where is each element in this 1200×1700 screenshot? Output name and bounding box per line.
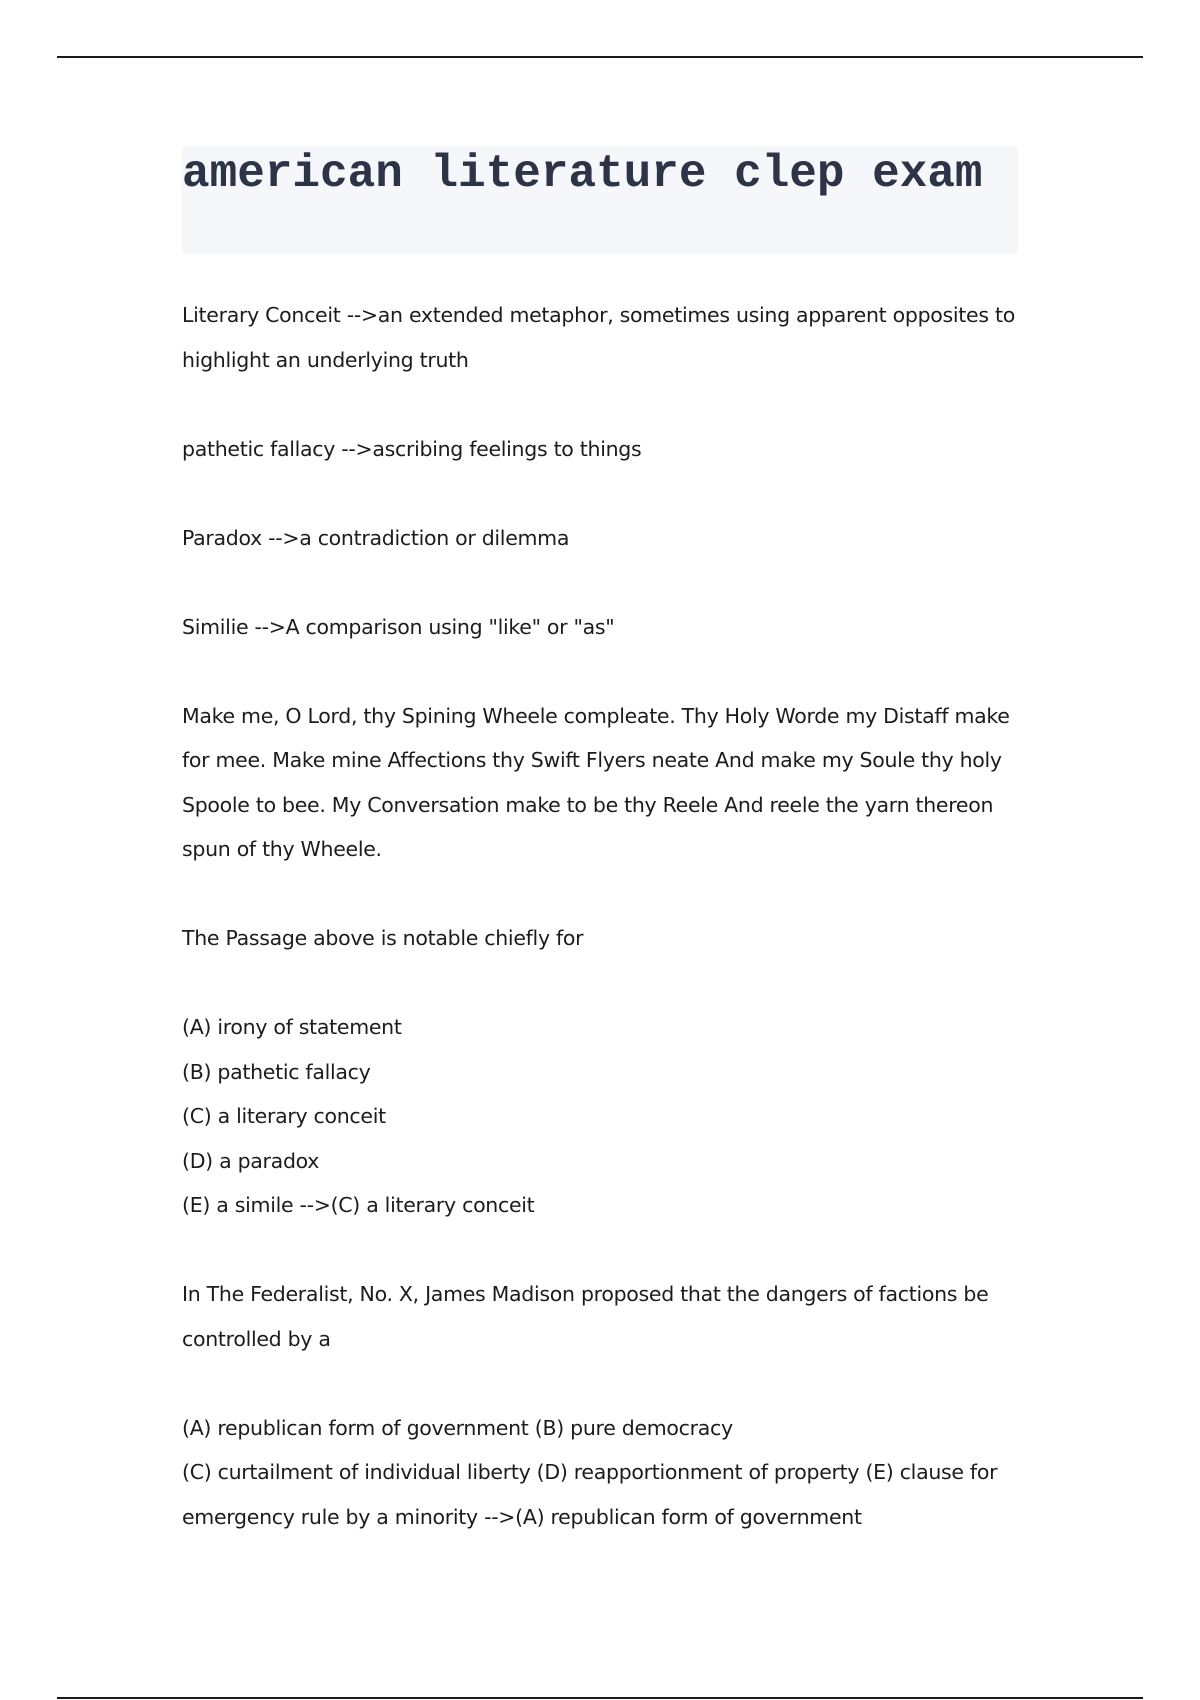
question-1-option: (B) pathetic fallacy bbox=[182, 1059, 371, 1084]
title-banner bbox=[182, 146, 1018, 254]
page-title: american literature clep exam bbox=[182, 148, 983, 200]
bottom-divider bbox=[57, 1697, 1143, 1699]
question-1-option: (A) irony of statement bbox=[182, 1015, 402, 1039]
top-divider bbox=[57, 56, 1143, 58]
question-1-option-answer: (E) a simile -->(C) a literary conceit bbox=[182, 1193, 535, 1217]
definition-paradox: Paradox -->a contradiction or dilemma bbox=[182, 525, 570, 550]
definition-literary-conceit: Literary Conceit -->an extended metaphor, sometimes using apparent opposites to highlight an underlying truth bbox=[182, 303, 1015, 372]
document-body bbox=[182, 146, 1018, 1539]
question-2-prompt: In The Federalist, No. X, James Madison proposed that the dangers of factions be controlled by a bbox=[182, 1282, 989, 1351]
question-2-options: (A) republican form of government (B) pure democracy bbox=[182, 1415, 733, 1440]
definition-simile: Similie -->A comparison using "like" or "as" bbox=[182, 614, 615, 639]
question-1-option: (C) a literary conceit bbox=[182, 1104, 386, 1128]
definition-pathetic-fallacy: pathetic fallacy -->ascribing feelings to things bbox=[182, 436, 642, 461]
question-1-prompt: The Passage above is notable chiefly for bbox=[182, 926, 584, 950]
document-text bbox=[182, 293, 1018, 1539]
question-1-option: (D) a paradox bbox=[182, 1148, 320, 1173]
question-2-options-answer: (C) curtailment of individual liberty (D) reapportionment of property (E) clause for emergency rule by a minority -->(A) republican form of government bbox=[182, 1460, 998, 1529]
poem-passage: Make me, O Lord, thy Spining Wheele compleate. Thy Holy Worde my Distaff make for mee. Make mine Affections thy Swift Flyers neate And make my Soule thy holy Spoole to bee. My Conversation make to be thy Reele And reele the yarn thereon spun of thy Wheele. bbox=[182, 703, 1010, 861]
